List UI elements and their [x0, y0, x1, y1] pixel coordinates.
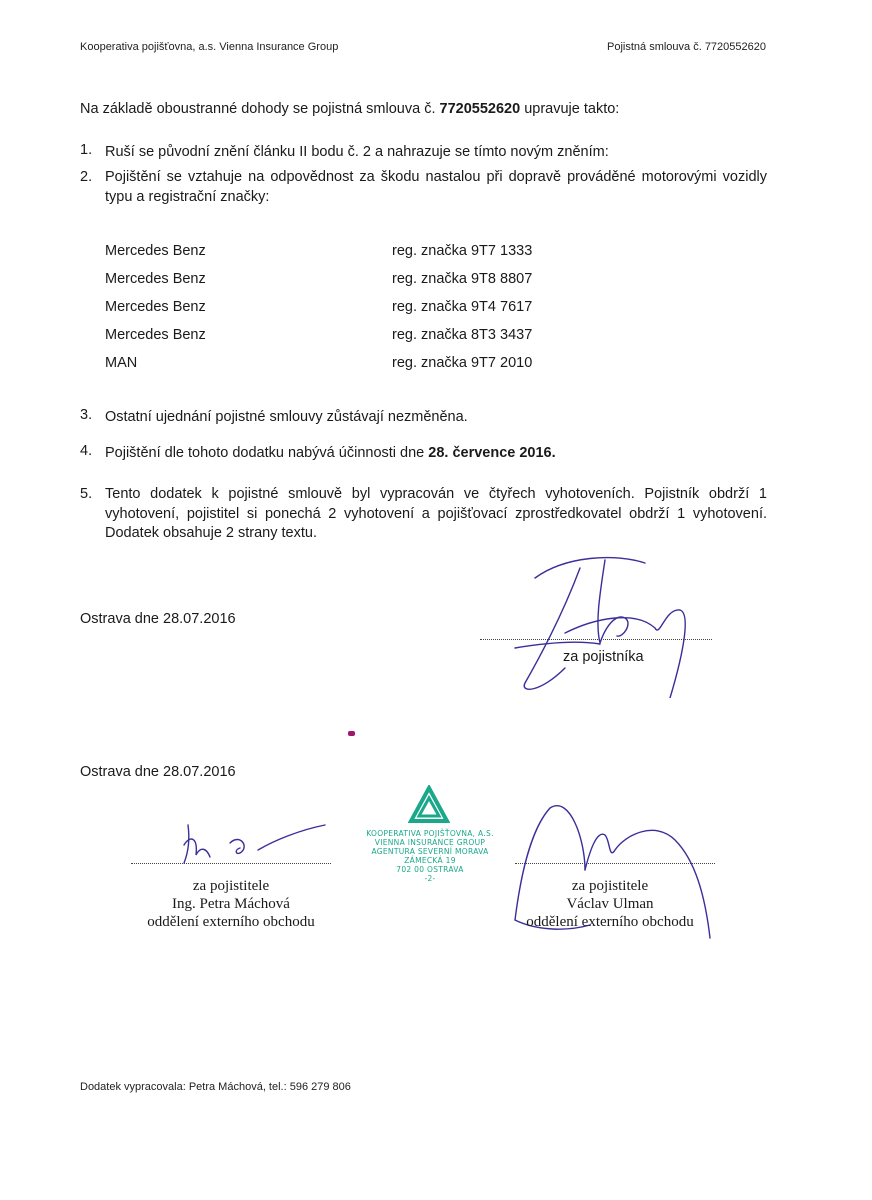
insurer-left-name: Ing. Petra Máchová	[172, 896, 290, 912]
insurer-right-department: oddělení externího obchodu	[526, 914, 694, 930]
insurer-left-signature	[170, 815, 330, 865]
item-4-prefix: Pojištění dle tohoto dodatku nabývá účinnosti dne	[105, 445, 425, 461]
stamp-line: ZÁMECKÁ 19	[404, 856, 456, 865]
item-4-text	[105, 443, 556, 463]
place-date-2: Ostrava dne 28.07.2016	[80, 764, 236, 780]
vehicle-reg: reg. značka 9T7 1333	[392, 243, 533, 259]
insurer-right-name: Václav Ulman	[566, 896, 654, 912]
vehicle-type: Mercedes Benz	[105, 243, 206, 259]
item-4-number: 4.	[80, 443, 93, 459]
vehicle-reg: reg. značka 9T4 7617	[392, 299, 533, 315]
item-2-text: Pojištění se vztahuje na odpovědnost za škodu nastalou při dopravě prováděné motorovými vozidly typu a registrační značky:	[105, 169, 767, 205]
header-company: Kooperativa pojišťovna, a.s. Vienna Insurance Group	[80, 41, 339, 53]
vehicle-reg: reg. značka 9T8 8807	[392, 271, 533, 287]
intro-paragraph	[80, 99, 619, 119]
item-5-number: 5.	[80, 486, 93, 502]
policyholder-signature	[505, 548, 705, 698]
insurer-left-role: za pojistitele	[192, 878, 270, 894]
stamp-line: VIENNA INSURANCE GROUP	[374, 838, 486, 847]
place-date-1: Ostrava dne 28.07.2016	[80, 611, 236, 627]
intro-suffix: upravuje takto:	[524, 101, 620, 117]
insurer-right-role: za pojistitele	[571, 878, 649, 894]
stamp-line: -2-	[424, 874, 436, 883]
insurer-left-department: oddělení externího obchodu	[147, 914, 315, 930]
header-contract-number: Pojistná smlouva č. 7720552620	[607, 41, 766, 53]
vehicle-type: Mercedes Benz	[105, 327, 206, 343]
vehicle-type: MAN	[105, 355, 138, 371]
vehicle-reg: reg. značka 8T3 3437	[392, 327, 533, 343]
ink-mark	[348, 731, 355, 736]
policyholder-label: za pojistníka	[563, 649, 644, 665]
stamp-line: 702 00 OSTRAVA	[396, 865, 464, 874]
stamp-text	[350, 829, 510, 883]
stamp-line: KOOPERATIVA POJIŠŤOVNA, A.S.	[366, 829, 494, 838]
item-2-number: 2.	[80, 169, 93, 185]
intro-prefix: Na základě oboustranné dohody se pojistná smlouva č.	[80, 101, 436, 117]
item-4-date: 28. července 2016.	[428, 445, 556, 461]
kooperativa-logo-icon	[408, 785, 450, 825]
item-1-number: 1.	[80, 142, 93, 158]
item-5-text: Tento dodatek k pojistné smlouvě byl vypracován ve čtyřech vyhotoveních. Pojistník obdrží 1 vyhotovení, pojistitel si ponechá 2 vyhotovení a pojišťovací zprostředkovatel obdrží 1 vyhotovení. Dodatek obsahuje 2 strany textu.	[105, 486, 767, 541]
stamp-line: AGENTURA SEVERNÍ MORAVA	[371, 847, 489, 856]
item-3-number: 3.	[80, 407, 93, 423]
item-1-text: Ruší se původní znění článku II bodu č. 2 a nahrazuje se tímto novým zněním:	[105, 144, 609, 160]
item-3-text: Ostatní ujednání pojistné smlouvy zůstávají nezměněna.	[105, 409, 468, 425]
vehicle-type: Mercedes Benz	[105, 271, 206, 287]
vehicle-type: Mercedes Benz	[105, 299, 206, 315]
vehicle-reg: reg. značka 9T7 2010	[392, 355, 533, 371]
intro-contract-number: 7720552620	[439, 101, 521, 117]
footer-prepared-by: Dodatek vypracovala: Petra Máchová, tel.: 596 279 806	[80, 1081, 351, 1093]
